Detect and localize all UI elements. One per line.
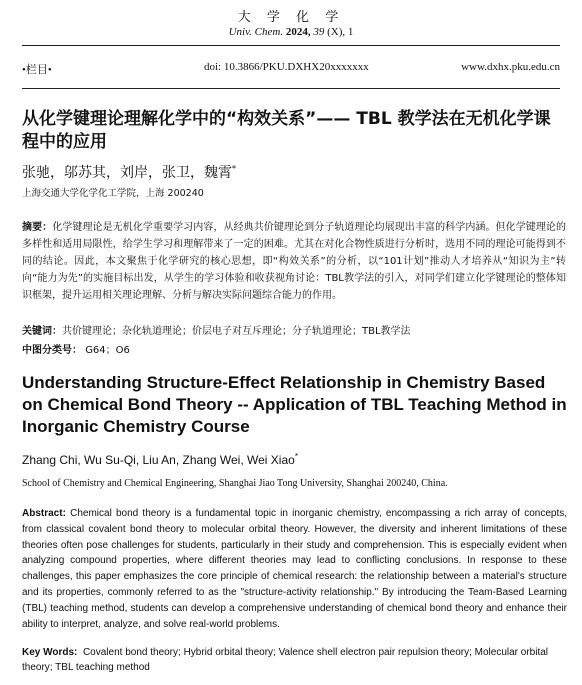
chinese-abstract-text: 化学键理论是无机化学重要学习内容，从经典共价键理论到分子轨道理论均展现出丰富的科学内涵。但化学键理论的多样性和适用局限性，给学生学习和理解带来了一定的困难。尤其在对化合物性质进行分析时，选用不同的理论可能得到不同的结论。因此，本文聚焦于化学研究的核心思想，即“构效关系”的分析，以“101计划”推动人才培养从“知识为主”转向“能力为先”的实施目标出发，从学生的学习体验和收获视角讨论：TBL教学法的引入，对同学们建立化学键理论的整体知识框架，提升运用相关理论理解、分析与解决实际问题综合能力的作用。 <box>22 222 567 301</box>
english-keywords-text: Covalent bond theory; Hybrid orbital theory; Valence shell electron pair repulsion theory; Molecular orbital theory; TBL teaching method <box>22 647 549 673</box>
chinese-keywords-label: 关键词： <box>22 326 62 337</box>
header-divider-top <box>22 45 560 46</box>
chinese-author-list: 张驰，邬苏其，刘岸，张卫，魏霄 <box>22 165 232 181</box>
column-label: •栏目• <box>22 64 52 76</box>
english-keywords-label: Key Words: <box>22 647 78 658</box>
english-abstract-label: Abstract: <box>22 508 66 519</box>
chinese-abstract <box>22 219 566 304</box>
website-link[interactable]: www.dxhx.pku.edu.cn <box>461 61 560 73</box>
english-title: Understanding Structure-Effect Relationship in Chemistry Based on Chemical Bond Theory -- Application of TBL Teaching Method in Inorganic Chemistry Course <box>22 373 567 436</box>
english-affiliation: School of Chemistry and Chemical Engineering, Shanghai Jiao Tong University, Shanghai 200240, China. <box>22 478 448 489</box>
journal-citation <box>0 26 582 38</box>
chinese-abstract-label: 摘要： <box>22 222 53 233</box>
chinese-keywords <box>22 322 566 337</box>
chinese-affiliation: 上海交通大学化学化工学院，上海 200240 <box>22 188 204 199</box>
doi-text[interactable]: doi: 10.3866/PKU.DXHX20xxxxxxx <box>204 61 369 73</box>
classification-number <box>22 341 130 356</box>
english-author-list: Zhang Chi, Wu Su-Qi, Liu An, Zhang Wei, Wei Xiao <box>22 453 295 467</box>
journal-abbrev: Univ. Chem. <box>228 26 284 38</box>
english-abstract-text: Chemical bond theory is a fundamental topic in inorganic chemistry, encompassing a rich array of concepts, from classical covalent bond theory to molecular orbital theory. However, the diversity and inherent limitations of these theories often pose challenges for students, particularly in their study and comprehension. This is especially evident when analyzing compound properties, where different theories may lead to conflicting conclusions. In response to these challenges, this paper emphasizes the core principle of chemical research: the relationship between a material's structure and its properties, commonly referred to as the "structure-activity relationship." By introducing the Team-Based Learning (TBL) teaching method, students can develop a comprehensive understanding of chemical bond theory and enhance their ability to interpret, analyze, and solve real-world problems. <box>22 508 567 630</box>
english-corresponding-mark: * <box>294 452 298 461</box>
english-abstract <box>22 506 567 632</box>
english-authors <box>22 452 298 467</box>
journal-name: 大 学 化 学 <box>237 10 345 25</box>
classification-label: 中图分类号： <box>22 345 82 356</box>
journal-issue-page: (X), 1 <box>327 26 354 38</box>
journal-year: 2024, <box>285 26 311 38</box>
chinese-authors <box>22 162 236 182</box>
chinese-title: 从化学键理论理解化学中的“构效关系”—— TBL 教学法在无机化学课程中的应用 <box>22 109 551 152</box>
journal-volume: 39 <box>313 26 325 38</box>
english-keywords <box>22 645 567 675</box>
classification-value: G64；O6 <box>85 345 130 356</box>
header-divider-bottom <box>22 88 560 89</box>
corresponding-author-mark: * <box>232 164 236 174</box>
chinese-keywords-text: 共价键理论；杂化轨道理论；价层电子对互斥理论；分子轨道理论；TBL教学法 <box>62 326 411 337</box>
